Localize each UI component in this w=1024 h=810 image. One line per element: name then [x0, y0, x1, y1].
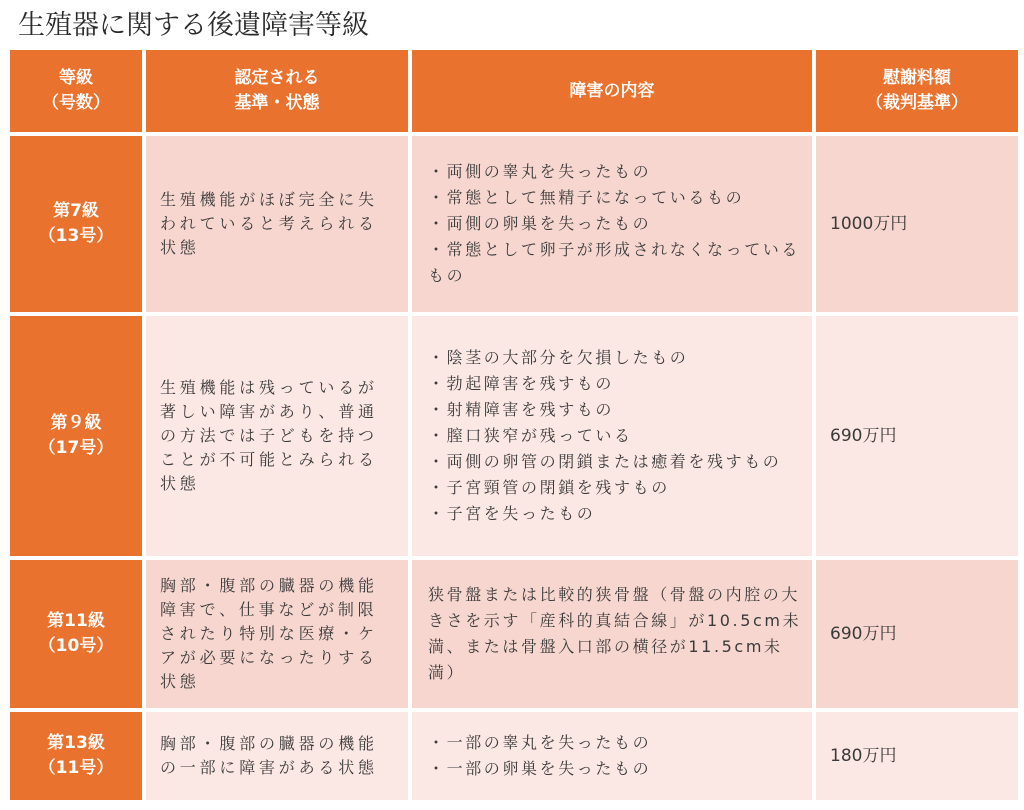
content-item: 狭骨盤または比較的狭骨盤（骨盤の内腔の大きさを示す「産科的真結合線」が10.5cm未満、または骨盤入口部の横径が11.5cm未満）: [428, 585, 802, 682]
table-header-row: [10, 50, 1018, 132]
grade-label: 第7級: [53, 201, 99, 221]
content-list: [412, 582, 812, 686]
criteria-cell: [146, 560, 408, 708]
criteria-cell: [146, 712, 408, 800]
grade-cell: [10, 560, 142, 708]
amount-value: 690万円: [830, 426, 897, 446]
amount-value: 1000万円: [830, 214, 908, 234]
grade-label: 第11級: [47, 611, 105, 631]
content-cell: [412, 560, 812, 708]
content-list: [412, 345, 812, 527]
grade-cell: [10, 712, 142, 800]
content-item: ・射精障害を残すもの: [428, 400, 615, 419]
amount-cell: [816, 316, 1018, 556]
content-item: ・両側の睾丸を失ったもの: [428, 162, 652, 181]
header-content-label: 障害の内容: [569, 80, 655, 101]
amount-value: 180万円: [830, 746, 897, 766]
amount-cell: [816, 560, 1018, 708]
content-item: ・一部の睾丸を失ったもの: [428, 733, 652, 752]
header-amount: [816, 50, 1018, 132]
table-row: [10, 560, 1018, 708]
grade-number: （10号）: [38, 636, 114, 656]
table-row: [10, 712, 1018, 800]
amount-cell: [816, 712, 1018, 800]
page-title: 生殖器に関する後遺障害等級: [18, 10, 369, 41]
disability-grade-table: [6, 46, 1022, 804]
criteria-text: 生殖機能は残っているが著しい障害があり、普通の方法では子どもを持つことが不可能とみられる状態: [160, 378, 378, 493]
criteria-text: 胸部・腹部の臓器の機能障害で、仕事などが制限されたり特別な医療・ケアが必要になったりする状態: [160, 576, 378, 691]
criteria-text: 胸部・腹部の臓器の機能の一部に障害がある状態: [160, 734, 378, 777]
content-cell: [412, 712, 812, 800]
content-item: ・両側の卵巣を失ったもの: [428, 214, 652, 233]
header-criteria-line2: 基準・状態: [234, 93, 320, 113]
grade-number: （17号）: [38, 438, 114, 458]
content-list: [412, 730, 812, 782]
grade-cell: [10, 316, 142, 556]
header-amount-line2: （裁判基準）: [866, 93, 968, 113]
content-item: ・子宮頸管の閉鎖を残すもの: [428, 478, 670, 497]
grade-number: （11号）: [38, 758, 114, 778]
grade-label: 第13級: [47, 733, 105, 753]
header-criteria: [146, 50, 408, 132]
amount-value: 690万円: [830, 624, 897, 644]
content-item: ・子宮を失ったもの: [428, 504, 596, 523]
header-amount-line1: 慰謝料額: [883, 68, 951, 88]
table-row: [10, 136, 1018, 312]
criteria-cell: [146, 136, 408, 312]
grade-label: 第９級: [50, 413, 102, 433]
header-content: [412, 50, 812, 132]
criteria-cell: [146, 316, 408, 556]
header-grade-line2: （号数）: [42, 93, 110, 113]
grade-cell: [10, 136, 142, 312]
content-item: ・勃起障害を残すもの: [428, 374, 615, 393]
content-item: ・常態として卵子が形成されなくなっているもの: [428, 240, 801, 285]
content-list: [412, 159, 812, 289]
header-grade: [10, 50, 142, 132]
criteria-text: 生殖機能がほぼ完全に失われていると考えられる状態: [160, 190, 378, 257]
content-item: ・陰茎の大部分を欠損したもの: [428, 348, 689, 367]
amount-cell: [816, 136, 1018, 312]
header-criteria-line1: 認定される: [234, 68, 320, 88]
content-item: ・常態として無精子になっているもの: [428, 188, 745, 207]
table-row: [10, 316, 1018, 556]
content-cell: [412, 316, 812, 556]
header-grade-line1: 等級: [59, 68, 93, 88]
content-item: ・膣口狭窄が残っている: [428, 426, 633, 445]
content-item: ・両側の卵管の閉鎖または癒着を残すもの: [428, 452, 782, 471]
grade-number: （13号）: [38, 226, 114, 246]
content-item: ・一部の卵巣を失ったもの: [428, 759, 652, 778]
content-cell: [412, 136, 812, 312]
